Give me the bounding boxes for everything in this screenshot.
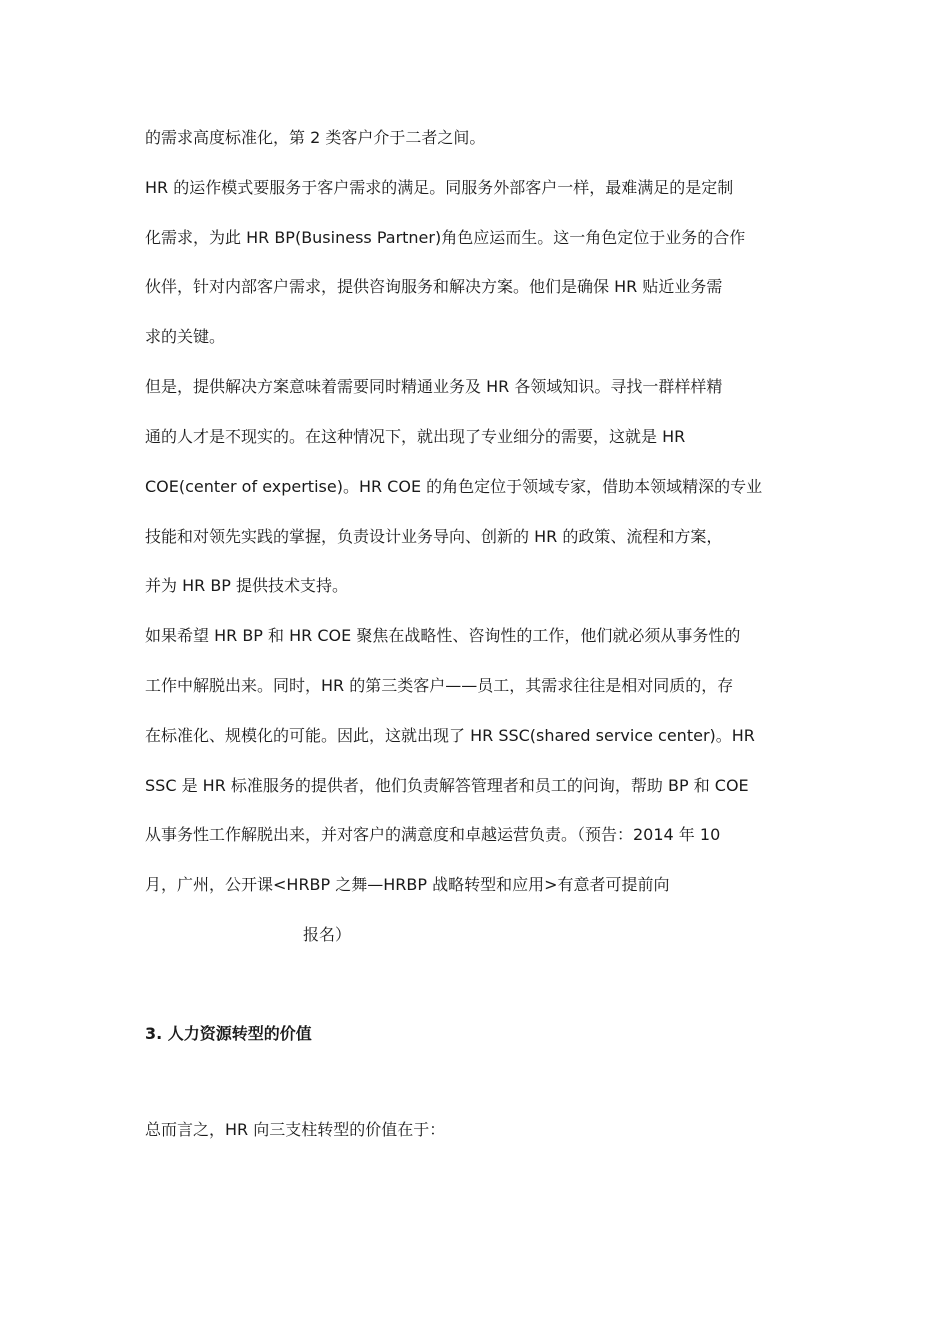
paragraph-line: 技能和对领先实践的掌握，负责设计业务导向、创新的 HR 的政策、流程和方案， — [145, 527, 723, 546]
paragraph-line: 工作中解脱出来。同时，HR 的第三类客户——员工，其需求往往是相对同质的，存 — [145, 676, 734, 695]
paragraph-line: 通的人才是不现实的。在这种情况下，就出现了专业细分的需要，这就是 HR — [145, 427, 686, 446]
paragraph-line: 但是，提供解决方案意味着需要同时精通业务及 HR 各领域知识。寻找一群样样精 — [145, 377, 723, 396]
paragraph-line: 在标准化、规模化的可能。因此，这就出现了 HR SSC(shared service center)。HR — [145, 726, 755, 745]
paragraph-line: SSC 是 HR 标准服务的提供者，他们负责解答管理者和员工的问询，帮助 BP 和 COE — [145, 776, 749, 795]
paragraph-line: 月，广州，公开课<HRBP 之舞—HRBP 战略转型和应用>有意者可提前向 — [145, 875, 670, 894]
paragraph-line: 从事务性工作解脱出来，并对客户的满意度和卓越运营负责。（预告：2014 年 10 — [145, 825, 721, 844]
paragraph-line: HR 的运作模式要服务于客户需求的满足。同服务外部客户一样，最难满足的是定制 — [145, 178, 734, 197]
paragraph-line: 化需求，为此 HR BP(Business Partner)角色应运而生。这一角色定位于业务的合作 — [145, 228, 746, 247]
paragraph-line: 的需求高度标准化，第 2 类客户介于二者之间。 — [145, 128, 486, 147]
paragraph-line: 伙伴，针对内部客户需求，提供咨询服务和解决方案。他们是确保 HR 贴近业务需 — [145, 277, 723, 296]
paragraph-line: 报名） — [303, 925, 352, 944]
paragraph-line: 求的关键。 — [145, 327, 226, 346]
paragraph-line: 如果希望 HR BP 和 HR COE 聚焦在战略性、咨询性的工作，他们就必须从事务性的 — [145, 626, 741, 645]
section-heading: 3. 人力资源转型的价值 — [145, 1024, 312, 1043]
closing-line: 总而言之，HR 向三支柱转型的价值在于： — [145, 1120, 446, 1139]
paragraph-line: COE(center of expertise)。HR COE 的角色定位于领域专家，借助本领域精深的专业 — [145, 477, 763, 496]
paragraph-line: 并为 HR BP 提供技术支持。 — [145, 576, 349, 595]
